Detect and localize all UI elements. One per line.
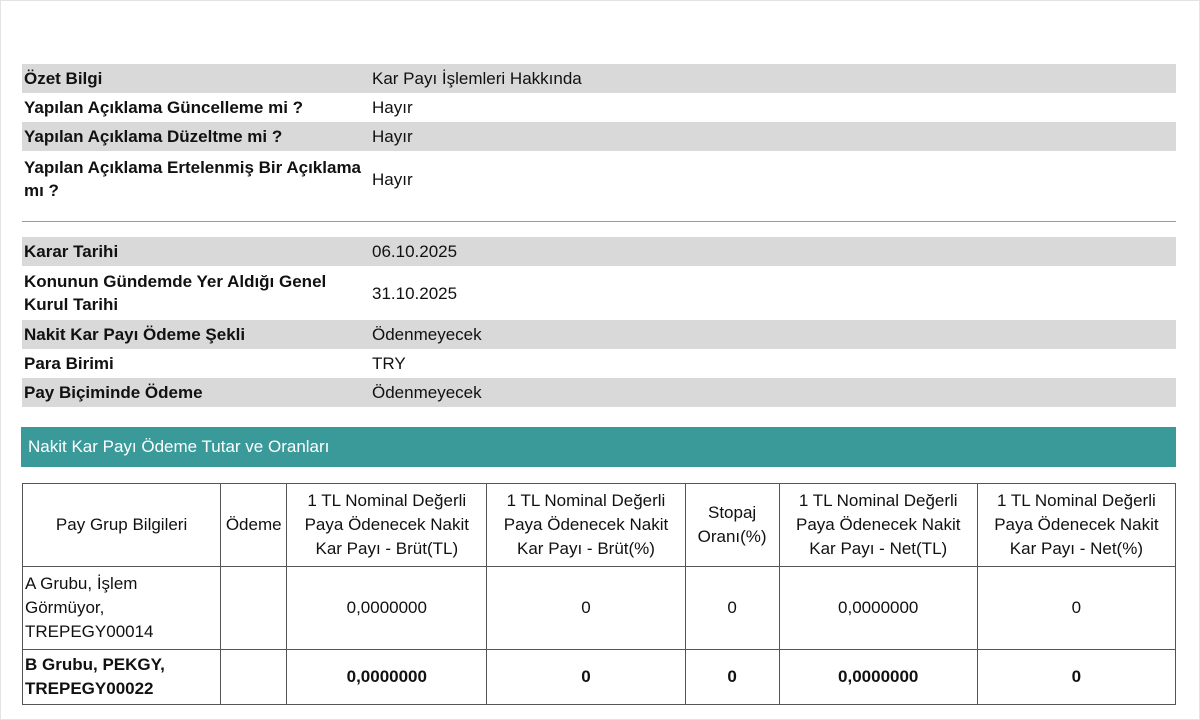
details-value: 31.10.2025 — [372, 283, 458, 303]
table-cell: 0,0000000 — [287, 650, 487, 705]
summary-label: Yapılan Açıklama Düzeltme mi ? — [24, 126, 283, 146]
table-cell: A Grubu, İşlem Görmüyor, TREPEGY00014 — [23, 567, 221, 650]
summary-row — [22, 151, 1176, 207]
table-cell: 0,0000000 — [779, 567, 977, 650]
column-header: 1 TL Nominal Değerli Paya Ödenecek Nakit Kar Payı - Brüt(TL) — [287, 484, 487, 567]
summary-value: Hayır — [372, 97, 413, 117]
details-row — [22, 266, 1176, 320]
summary-value: Kar Payı İşlemleri Hakkında — [372, 68, 582, 88]
summary-label: Özet Bilgi — [24, 68, 103, 88]
column-header: 1 TL Nominal Değerli Paya Ödenecek Nakit Kar Payı - Net(TL) — [779, 484, 977, 567]
summary-row — [22, 122, 1176, 151]
rates-header-row — [23, 484, 1176, 567]
details-value: 06.10.2025 — [372, 241, 458, 261]
table-cell: 0 — [977, 650, 1175, 705]
details-row — [22, 237, 1176, 266]
details-table — [22, 237, 1176, 407]
column-header: Stopaj Oranı(%) — [685, 484, 779, 567]
details-row — [22, 378, 1176, 407]
details-label: Para Birimi — [24, 353, 114, 373]
table-cell: 0 — [685, 650, 779, 705]
table-cell: 0 — [487, 567, 685, 650]
table-row — [23, 650, 1176, 705]
section-divider — [22, 221, 1176, 222]
details-label: Karar Tarihi — [24, 241, 119, 261]
table-row — [23, 567, 1176, 650]
details-label: Nakit Kar Payı Ödeme Şekli — [24, 324, 246, 344]
details-label: Konunun Gündemde Yer Aldığı Genel Kurul Tarihi — [24, 272, 327, 314]
table-cell: B Grubu, PEKGY, TREPEGY00022 — [23, 650, 221, 705]
details-label: Pay Biçiminde Ödeme — [24, 382, 203, 402]
summary-row — [22, 93, 1176, 122]
summary-table — [22, 64, 1176, 207]
column-header: 1 TL Nominal Değerli Paya Ödenecek Nakit Kar Payı - Brüt(%) — [487, 484, 685, 567]
details-value: TRY — [372, 353, 406, 373]
details-row — [22, 320, 1176, 349]
column-header: Ödeme — [221, 484, 287, 567]
details-value: Ödenmeyecek — [372, 324, 482, 344]
summary-value: Hayır — [372, 169, 413, 189]
table-cell: 0 — [685, 567, 779, 650]
summary-value: Hayır — [372, 126, 413, 146]
summary-label: Yapılan Açıklama Güncelleme mi ? — [24, 97, 304, 117]
summary-label: Yapılan Açıklama Ertelenmiş Bir Açıklama mı ? — [24, 158, 362, 200]
table-cell — [221, 650, 287, 705]
rates-table — [22, 483, 1176, 705]
table-cell — [221, 567, 287, 650]
table-cell: 0 — [977, 567, 1175, 650]
table-cell: 0,0000000 — [779, 650, 977, 705]
section-title: Nakit Kar Payı Ödeme Tutar ve Oranları — [21, 427, 1176, 467]
details-value: Ödenmeyecek — [372, 382, 482, 402]
summary-row — [22, 64, 1176, 93]
table-cell: 0,0000000 — [287, 567, 487, 650]
column-header: Pay Grup Bilgileri — [23, 484, 221, 567]
table-cell: 0 — [487, 650, 685, 705]
details-row — [22, 349, 1176, 378]
column-header: 1 TL Nominal Değerli Paya Ödenecek Nakit Kar Payı - Net(%) — [977, 484, 1175, 567]
